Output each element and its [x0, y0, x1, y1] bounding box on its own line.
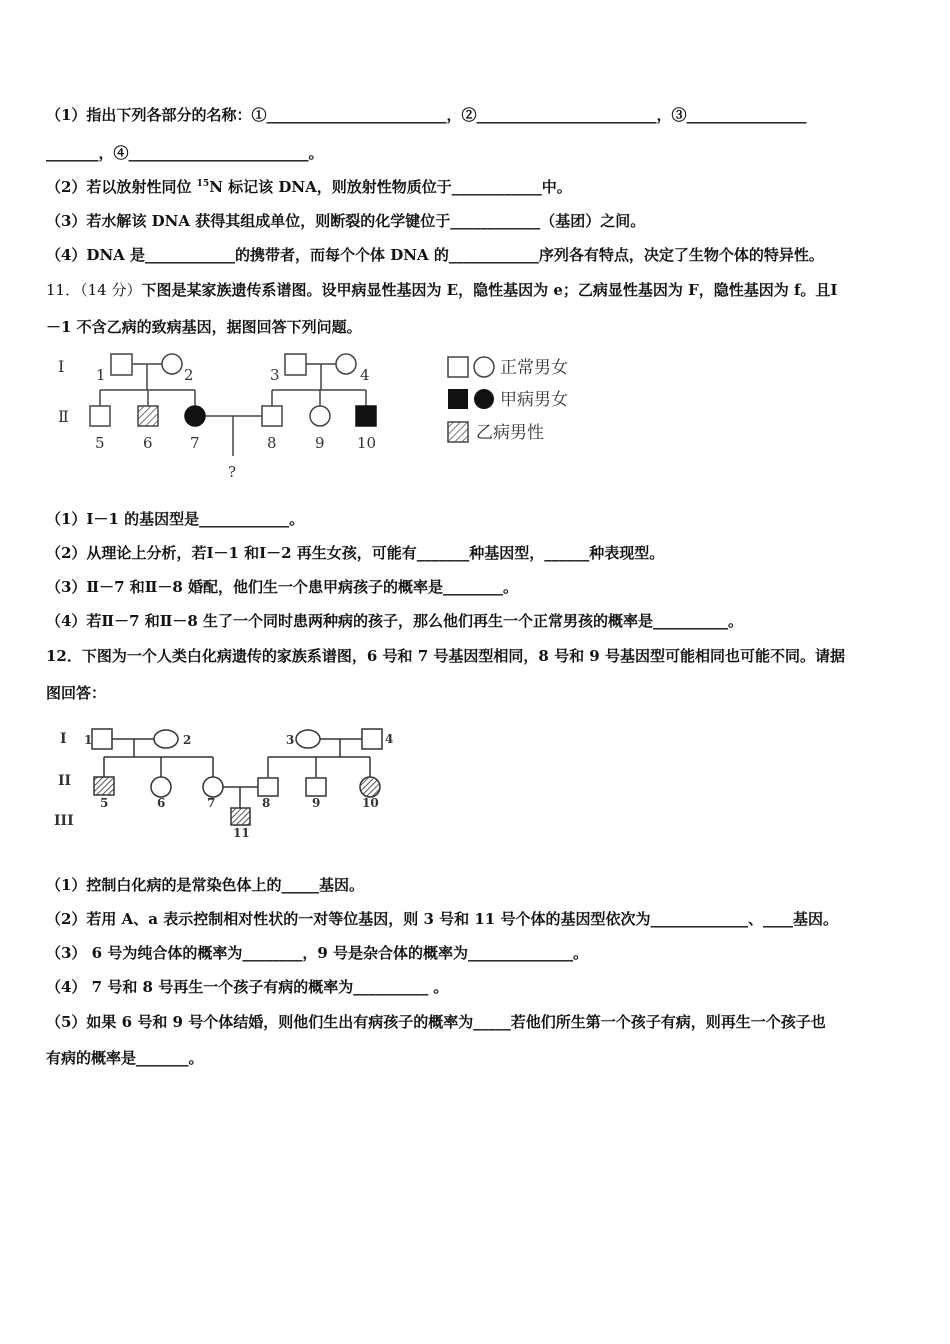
individual-II-8	[262, 406, 282, 426]
q12-part5-line-a: （5）如果 6 号和 9 号个体结婚，则他们生出有病孩子的概率为_____若他们所生第一个孩子有病，则再生一个孩子也	[46, 1013, 826, 1031]
individual-II-10	[356, 406, 376, 426]
q11-stem-a: 下图是某家族遗传系谱图。设甲病显性基因为 E，隐性基因为 e；乙病显性基因为 F，隐性基因为 f。且Ⅰ	[141, 281, 838, 299]
legend-disease-b-male-symbol	[448, 422, 468, 442]
legend-disease-a-male-symbol	[448, 389, 468, 409]
id-label-4: 4	[360, 366, 370, 384]
id-label-9: 9	[312, 796, 321, 810]
id-label-7: 7	[190, 434, 200, 452]
q12-stem-line-b: 图回答：	[46, 684, 107, 702]
isotope-superscript: 15	[196, 179, 210, 189]
q10-part1-line-b: _______，④________________________。	[46, 144, 324, 162]
individual-II-7	[185, 406, 205, 426]
q10-part2	[46, 176, 572, 197]
id-label-6: 6	[157, 796, 166, 810]
q10-part1-line-a: （1）指出下列各部分的名称：①________________________，②________________________，③________________	[46, 106, 807, 124]
generation-II-label: II	[58, 773, 72, 789]
generation-III-label: III	[54, 813, 74, 829]
generation-I-label: I	[60, 731, 67, 747]
q12-part2: （2）若用 A、a 表示控制相对性状的一对等位基因，则 3 号和 11 号个体的基因型依次为_____________、____基因。	[46, 910, 838, 928]
individual-5	[94, 777, 114, 795]
legend-normal-label: 正常男女	[500, 358, 568, 378]
id-label-7: 7	[207, 796, 216, 810]
individual-11	[231, 808, 250, 825]
q12-pedigree-chart	[50, 722, 410, 842]
q10-part2-post: N 标记该 DNA，则放射性物质位于____________中。	[209, 178, 572, 196]
legend-normal-female-symbol	[474, 357, 494, 377]
q12-part4: （4） 7 号和 8 号再生一个孩子有病的概率为__________ 。	[46, 978, 449, 996]
id-label-8: 8	[262, 796, 271, 810]
id-label-4: 4	[385, 732, 394, 746]
q10-part4: （4）DNA 是____________的携带者，而每个个体 DNA 的____________序列各有特点，决定了生物个体的特异性。	[46, 246, 824, 264]
q12-part5-line-b: 有病的概率是_______。	[46, 1049, 204, 1067]
q12-stem-line-a: 12．下图为一个人类白化病遗传的家族系谱图，6 号和 7 号基因型相同，8 号和 9 号基因型可能相同也可能不同。请据	[46, 647, 845, 665]
unknown-child-label: ?	[228, 463, 237, 481]
q11-part1: （1）Ⅰ－1 的基因型是____________。	[46, 510, 305, 528]
individual-II-9	[310, 406, 330, 426]
generation-II-label: Ⅱ	[58, 407, 69, 426]
q12-part3: （3） 6 号为纯合体的概率为________，9 号是杂合体的概率为______________。	[46, 944, 588, 962]
individual-7	[203, 777, 223, 797]
q10-part2-pre: （2）若以放射性同位	[46, 178, 197, 196]
q11-part2: （2）从理论上分析，若Ⅰ－1 和Ⅰ－2 再生女孩，可能有_______种基因型，______种表现型。	[46, 544, 665, 562]
generation-I-label: Ⅰ	[58, 357, 65, 376]
id-label-6: 6	[143, 434, 153, 452]
q10-part3: （3）若水解该 DNA 获得其组成单位，则断裂的化学键位于____________（基团）之间。	[46, 212, 646, 230]
q11-number: 11．（14 分）	[46, 281, 142, 299]
legend-normal-male-symbol	[448, 357, 468, 377]
individual-I-2	[162, 354, 182, 374]
individual-I-4	[336, 354, 356, 374]
q11-stem-line-b: －1 不含乙病的致病基因，据图回答下列问题。	[46, 318, 362, 336]
q11-part3: （3）Ⅱ－7 和Ⅱ－8 婚配，他们生一个患甲病孩子的概率是________。	[46, 578, 519, 596]
id-label-1: 1	[84, 733, 93, 747]
q11-part4: （4）若Ⅱ－7 和Ⅱ－8 生了一个同时患两种病的孩子，那么他们再生一个正常男孩的概率是__________。	[46, 612, 744, 630]
id-label-2: 2	[184, 366, 194, 384]
individual-I-3	[285, 354, 306, 375]
id-label-10: 10	[357, 434, 377, 452]
individual-4	[362, 729, 382, 749]
id-label-8: 8	[267, 434, 277, 452]
individual-I-1	[111, 354, 132, 375]
individual-II-6	[138, 406, 158, 426]
q12-pedigree-svg	[50, 722, 410, 842]
id-label-1: 1	[96, 366, 106, 384]
q12-part1: （1）控制白化病的是常染色体上的_____基因。	[46, 876, 364, 894]
id-label-2: 2	[183, 733, 192, 747]
individual-9	[306, 778, 326, 796]
id-label-5: 5	[100, 796, 109, 810]
id-label-9: 9	[315, 434, 325, 452]
individual-1	[92, 729, 112, 749]
individual-II-5	[90, 406, 110, 426]
id-label-3: 3	[286, 733, 295, 747]
individual-10	[360, 777, 380, 797]
legend-disease-a-female-symbol	[474, 389, 494, 409]
individual-6	[151, 777, 171, 797]
id-label-10: 10	[362, 796, 379, 810]
q11-stem-line-a	[46, 279, 837, 300]
id-label-3: 3	[270, 366, 280, 384]
legend-disease-a-label: 甲病男女	[500, 390, 568, 410]
q11-pedigree-chart	[50, 344, 590, 489]
legend-disease-b-label: 乙病男性	[476, 423, 544, 443]
individual-8	[258, 778, 278, 796]
individual-2	[154, 730, 178, 748]
q11-pedigree-svg	[50, 344, 590, 489]
id-label-5: 5	[95, 434, 105, 452]
id-label-11: 11	[233, 826, 250, 840]
individual-3	[296, 730, 320, 748]
